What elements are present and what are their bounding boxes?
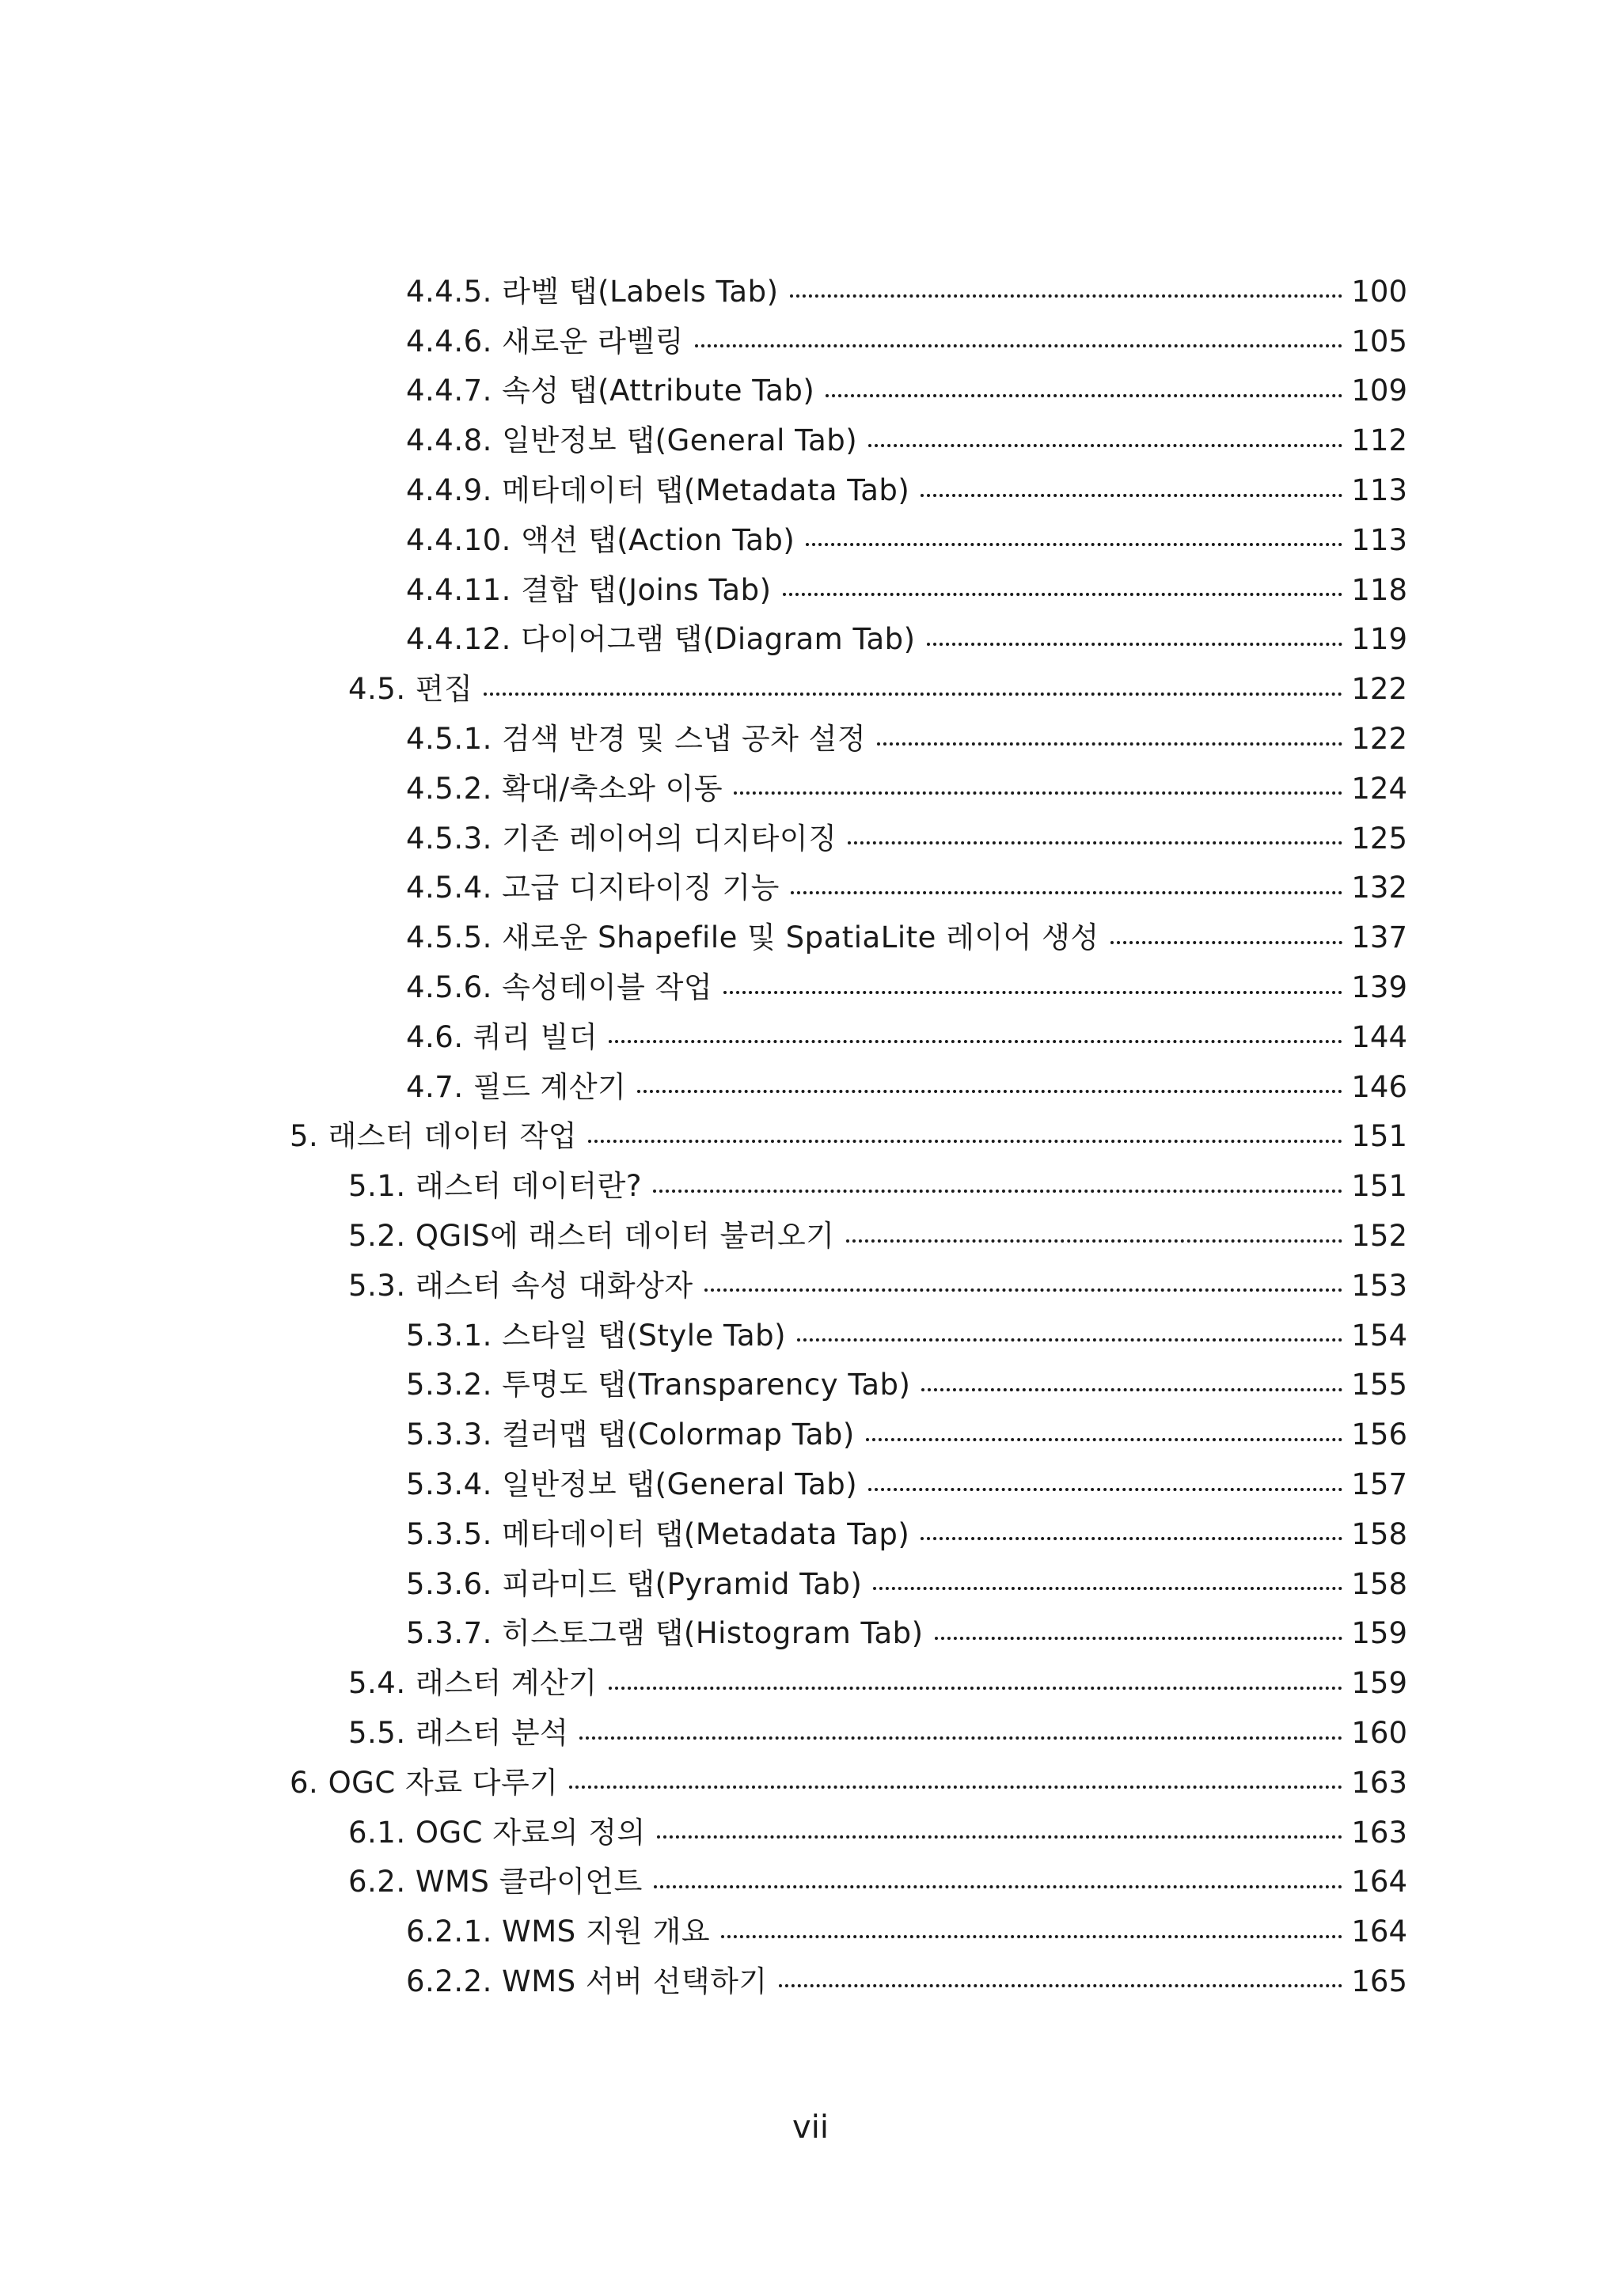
toc-entry-title: 4.5.2. 확대/축소와 이동 [406,771,723,806]
toc-entry[interactable] [0,664,1621,714]
toc-entry[interactable] [0,1758,1621,1808]
toc-entry[interactable] [0,913,1621,962]
toc-entry[interactable] [0,366,1621,416]
toc-entry[interactable] [0,1658,1621,1708]
toc-entry-page-number: 124 [1351,771,1407,806]
toc-entry[interactable] [0,1858,1621,1907]
dot-leader [609,1687,1342,1690]
toc-entry[interactable] [0,1956,1621,2006]
dot-leader [657,1835,1342,1839]
toc-entry-page-number: 159 [1351,1616,1407,1651]
toc-entry[interactable] [0,814,1621,863]
dot-leader [791,891,1342,894]
toc-entry-page-number: 158 [1351,1566,1407,1601]
toc-entry-page-number: 158 [1351,1516,1407,1551]
toc-entry-title: 4.4.12. 다이어그램 탭(Diagram Tab) [406,622,916,657]
toc-entry-title: 5.3.7. 히스토그램 탭(Histogram Tab) [406,1616,924,1651]
toc-entry[interactable] [0,1708,1621,1758]
dot-leader [935,1637,1342,1640]
toc-entry-page-number: 164 [1351,1865,1407,1899]
toc-entry-page-number: 163 [1351,1815,1407,1850]
toc-entry[interactable] [0,1559,1621,1609]
toc-entry-page-number: 153 [1351,1268,1407,1303]
toc-entry-title: 6.1. OGC 자료의 정의 [348,1815,646,1850]
toc-entry-page-number: 113 [1351,522,1407,557]
toc-entry-page-number: 112 [1351,423,1407,458]
toc-entry-title: 5.3.6. 피라미드 탭(Pyramid Tab) [406,1566,863,1601]
dot-leader [637,1090,1342,1093]
toc-entry[interactable] [0,1509,1621,1559]
toc-entry-title: 4.5.3. 기존 레이어의 디지타이징 [406,821,837,856]
dot-leader [588,1140,1342,1143]
toc-entry-page-number: 165 [1351,1964,1407,1998]
toc-entry-title: 4.4.11. 결합 탭(Joins Tab) [406,572,772,607]
dot-leader [848,841,1342,844]
dot-leader [721,1935,1342,1938]
toc-entry[interactable] [0,1410,1621,1459]
toc-entry-page-number: 105 [1351,324,1407,359]
toc-entry-title: 5.3.3. 컬러맵 탭(Colormap Tab) [406,1417,855,1452]
toc-entry-title: 5.3.2. 투명도 탭(Transparency Tab) [406,1368,911,1402]
toc-entry-page-number: 118 [1351,572,1407,607]
toc-entry-title: 4.6. 쿼리 빌더 [406,1019,598,1054]
toc-entry[interactable] [0,1311,1621,1361]
toc-entry-title: 6.2. WMS 클라이언트 [348,1865,643,1899]
toc-entry-title: 4.5. 편집 [348,672,473,707]
dot-leader [921,494,1342,497]
toc-entry[interactable] [0,863,1621,913]
toc-entry-title: 5.4. 래스터 계산기 [348,1666,598,1701]
dot-leader [653,1190,1342,1193]
toc-entry-title: 5.5. 래스터 분석 [348,1716,569,1750]
toc-entry-page-number: 152 [1351,1219,1407,1254]
toc-entry[interactable] [0,515,1621,565]
dot-leader [806,543,1342,546]
toc-entry-page-number: 109 [1351,374,1407,408]
toc-entry[interactable] [0,1012,1621,1062]
dot-leader [484,693,1342,696]
toc-entry-page-number: 125 [1351,821,1407,856]
toc-entry[interactable] [0,1808,1621,1858]
toc-entry-page-number: 156 [1351,1417,1407,1452]
toc-entry-page-number: 100 [1351,274,1407,309]
dot-leader [734,791,1342,795]
toc-entry[interactable] [0,565,1621,615]
dot-leader [927,643,1342,646]
toc-entry[interactable] [0,1211,1621,1261]
toc-entry[interactable] [0,1609,1621,1659]
dot-leader [654,1885,1342,1888]
table-of-contents [0,267,1621,2006]
toc-entry-title: 5.3.5. 메타데이터 탭(Metadata Tap) [406,1516,910,1551]
toc-entry-title: 4.4.5. 라벨 탭(Labels Tab) [406,274,779,309]
toc-entry[interactable] [0,615,1621,665]
dot-leader [569,1786,1342,1789]
toc-entry-page-number: 160 [1351,1716,1407,1750]
dot-leader [877,742,1342,746]
toc-entry-title: 4.4.7. 속성 탭(Attribute Tab) [406,374,815,408]
dot-leader [783,593,1342,596]
toc-entry[interactable] [0,1361,1621,1410]
toc-entry[interactable] [0,1161,1621,1211]
dot-leader [921,1537,1342,1540]
toc-entry[interactable] [0,1459,1621,1509]
toc-entry[interactable] [0,714,1621,764]
dot-leader [846,1239,1342,1243]
page-number: vii [792,2109,829,2146]
dot-leader [868,444,1342,447]
dot-leader [704,1288,1342,1292]
toc-entry-page-number: 113 [1351,473,1407,508]
toc-entry[interactable] [0,962,1621,1012]
toc-entry-page-number: 151 [1351,1119,1407,1154]
toc-entry-page-number: 164 [1351,1915,1407,1949]
dot-leader [873,1587,1342,1590]
dot-leader [609,1040,1342,1043]
toc-entry-title: 4.5.4. 고급 디지타이징 기능 [406,871,780,905]
toc-entry-page-number: 119 [1351,622,1407,657]
toc-entry[interactable] [0,764,1621,814]
toc-entry-title: 4.5.6. 속성테이블 작업 [406,970,713,1005]
toc-entry-page-number: 137 [1351,920,1407,955]
toc-entry[interactable] [0,1062,1621,1112]
toc-entry-page-number: 163 [1351,1765,1407,1800]
toc-entry[interactable] [0,317,1621,366]
toc-entry-title: 5.3.1. 스타일 탭(Style Tab) [406,1318,787,1353]
toc-entry-title: 5. 래스터 데이터 작업 [290,1119,578,1154]
toc-entry-title: 4.7. 필드 계산기 [406,1069,627,1104]
dot-leader [921,1388,1342,1391]
toc-entry-title: 6.2.2. WMS 서버 선택하기 [406,1964,768,1998]
dot-leader [797,1338,1342,1342]
toc-entry-title: 6. OGC 자료 다루기 [290,1765,559,1800]
toc-entry-title: 6.2.1. WMS 지원 개요 [406,1915,711,1949]
dot-leader [779,1984,1342,1987]
toc-entry[interactable] [0,267,1621,317]
toc-entry-title: 5.3. 래스터 속성 대화상자 [348,1268,693,1303]
toc-entry-title: 4.4.10. 액션 탭(Action Tab) [406,522,795,557]
toc-entry-title: 5.2. QGIS에 래스터 데이터 불러오기 [348,1219,835,1254]
toc-entry-page-number: 155 [1351,1368,1407,1402]
dot-leader [868,1488,1342,1491]
toc-entry-page-number: 144 [1351,1019,1407,1054]
toc-entry-page-number: 159 [1351,1666,1407,1701]
dot-leader [790,294,1342,298]
dot-leader [723,991,1342,994]
toc-entry[interactable] [0,1261,1621,1311]
toc-entry-title: 4.4.6. 새로운 라벨링 [406,324,684,359]
dot-leader [1110,941,1342,944]
toc-entry-page-number: 154 [1351,1318,1407,1353]
toc-entry-page-number: 151 [1351,1169,1407,1204]
dot-leader [579,1736,1342,1740]
toc-entry-title: 4.4.8. 일반정보 탭(General Tab) [406,423,858,458]
toc-entry-page-number: 122 [1351,722,1407,757]
dot-leader [866,1438,1342,1441]
toc-entry-page-number: 139 [1351,970,1407,1005]
dot-leader [826,394,1342,397]
toc-entry-title: 5.1. 래스터 데이터란? [348,1169,642,1204]
toc-entry-title: 4.4.9. 메타데이터 탭(Metadata Tab) [406,473,910,508]
toc-entry-title: 5.3.4. 일반정보 탭(General Tab) [406,1467,858,1502]
toc-entry-page-number: 157 [1351,1467,1407,1502]
toc-entry[interactable] [0,1907,1621,1956]
toc-entry-page-number: 146 [1351,1069,1407,1104]
toc-entry-title: 4.5.1. 검색 반경 및 스냅 공차 설정 [406,722,867,757]
toc-entry[interactable] [0,465,1621,515]
toc-entry-title: 4.5.5. 새로운 Shapefile 및 SpatiaLite 레이어 생성 [406,920,1099,955]
dot-leader [695,344,1342,347]
toc-entry-page-number: 132 [1351,871,1407,905]
toc-entry-page-number: 122 [1351,672,1407,707]
toc-entry[interactable] [0,1112,1621,1162]
toc-entry[interactable] [0,416,1621,465]
